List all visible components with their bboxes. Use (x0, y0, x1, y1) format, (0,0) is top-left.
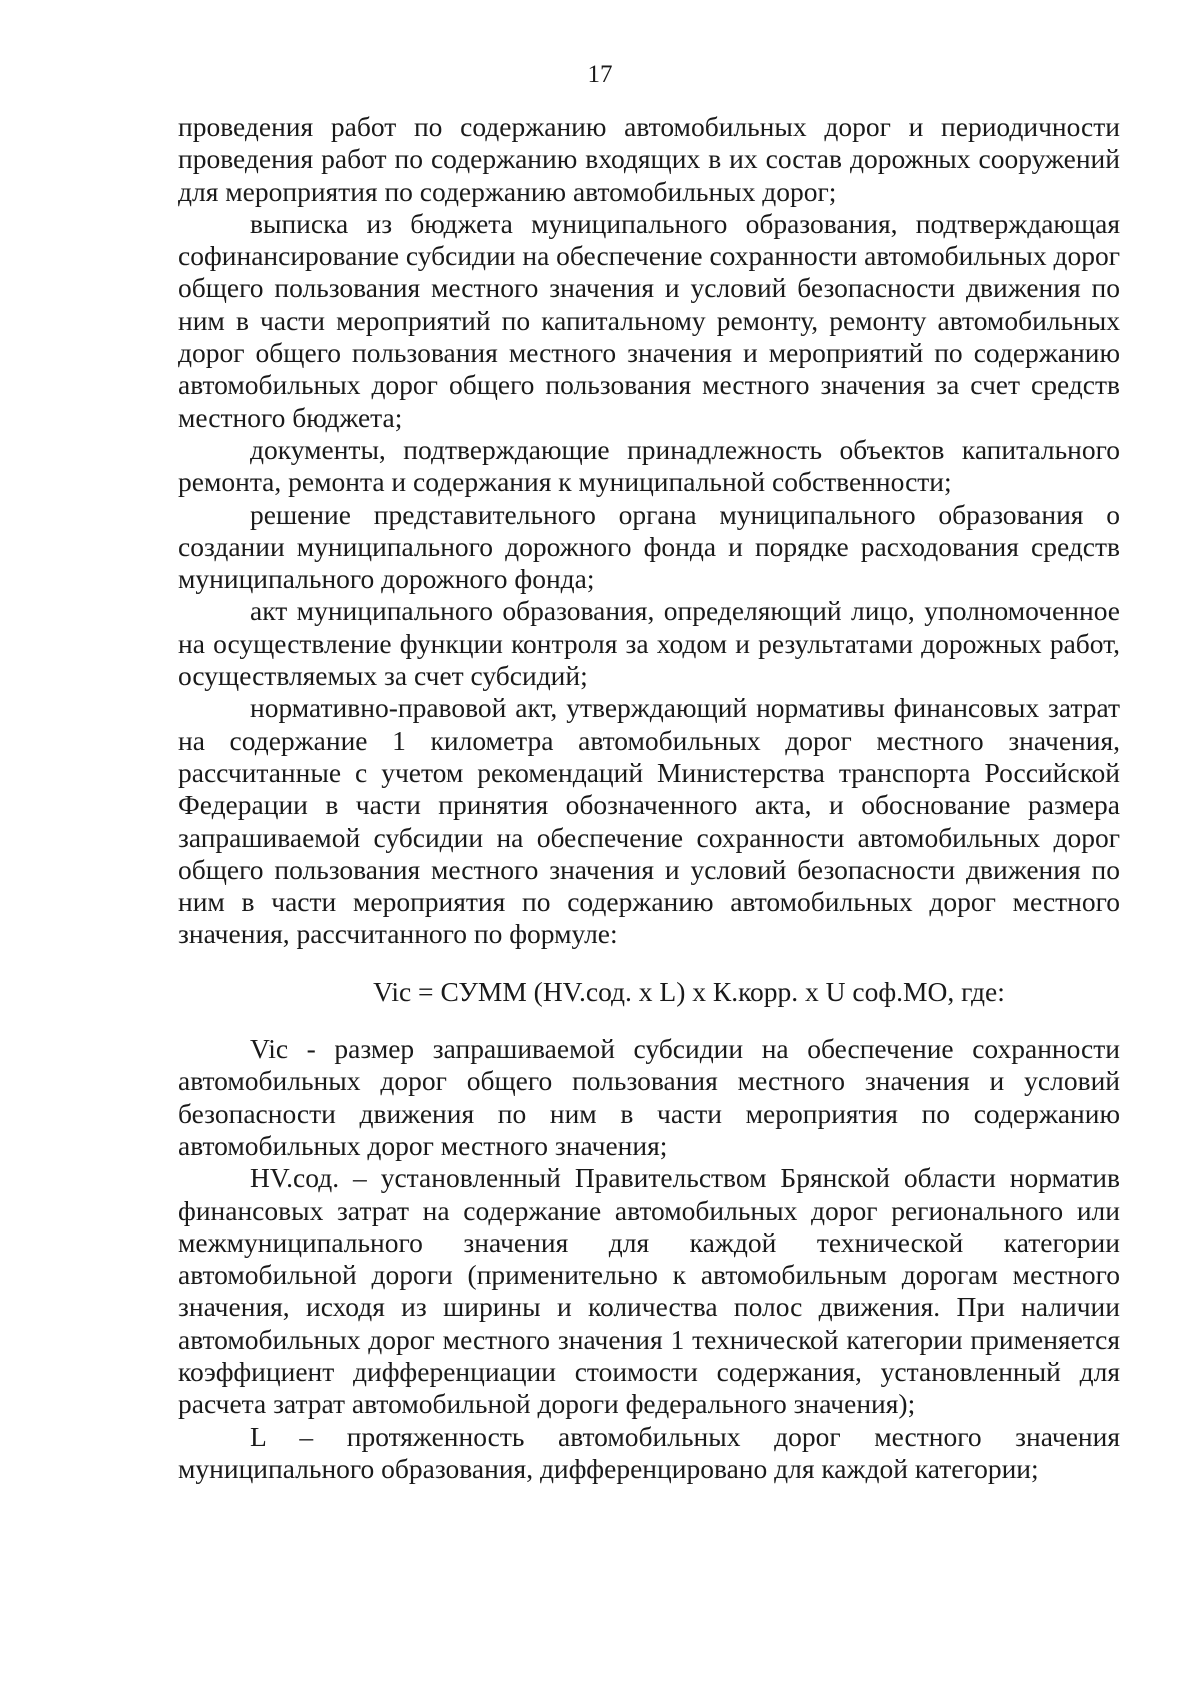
paragraph-control-act: акт муниципального образования, определяющий лицо, уполномоченное на осуществление функции контроля за ходом и результатами дорожных работ, осуществляемых за счет субсидий; (178, 595, 1120, 692)
page-number: 17 (587, 61, 613, 88)
paragraph-road-fund-decision: решение представительного органа муниципального образования о создании муниципального дорожного фонда и порядке расходования средств муниципального дорожного фонда; (178, 498, 1120, 595)
paragraph-budget-extract: выписка из бюджета муниципального образования, подтверждающая софинансирование субсидии на обеспечение сохранности автомобильных дорог общего пользования местного значения и условий безопасности движения по ним в части мероприятий по капитальному ремонту, ремонту автомобильных дорог общего пользования местного значения и мероприятий по содержанию автомобильных дорог общего пользования местного значения за счет средств местного бюджета; (178, 207, 1120, 433)
paragraph-ownership-documents: документы, подтверждающие принадлежность объектов капитального ремонта, ремонта и содержания к муниципальной собственности; (178, 433, 1120, 498)
definition-vic: Vic - размер запрашиваемой субсидии на обеспечение сохранности автомобильных дорог общего пользования местного значения и условий безопасности движения по ним в части мероприятия по содержанию автомобильных дорог местного значения; (178, 1033, 1120, 1161)
paragraph-continuation: проведения работ по содержанию автомобильных дорог и периодичности проведения работ по содержанию входящих в их состав дорожных сооружений для мероприятия по содержанию автомобильных дорог; (178, 111, 1120, 207)
paragraph-normative-act: нормативно-правовой акт, утверждающий нормативы финансовых затрат на содержание 1 километра автомобильных дорог местного значения, рассчитанные с учетом рекомендаций Министерства транспорта Российской Федерации в части принятия обозначенного акта, и обоснование размера запрашиваемой субсидии на обеспечение сохранности автомобильных дорог общего пользования местного значения и условий безопасности движения по ним в части мероприятия по содержанию автомобильных дорог местного значения, рассчитанного по формуле: (178, 692, 1120, 950)
document-body (178, 111, 1120, 1485)
subsidy-formula: Vic = СУММ (HV.сод. x L) x К.корр. x U соф.МО, где: (373, 975, 1005, 1007)
definition-l: L – протяженность автомобильных дорог местного значения муниципального образования, дифференцировано для каждой категории; (178, 1420, 1120, 1484)
definition-hv: HV.сод. – установленный Правительством Брянской области норматив финансовых затрат на содержание автомобильных дорог регионального или межмуниципального значения для каждой технической категории автомобильной дороги (применительно к автомобильным дорогам местного значения, исходя из ширины и количества полос движения. При наличии автомобильных дорог местного значения 1 технической категории применяется коэффициент дифференциации стоимости содержания, установленный для расчета затрат автомобильной дороги федерального значения); (178, 1162, 1120, 1420)
